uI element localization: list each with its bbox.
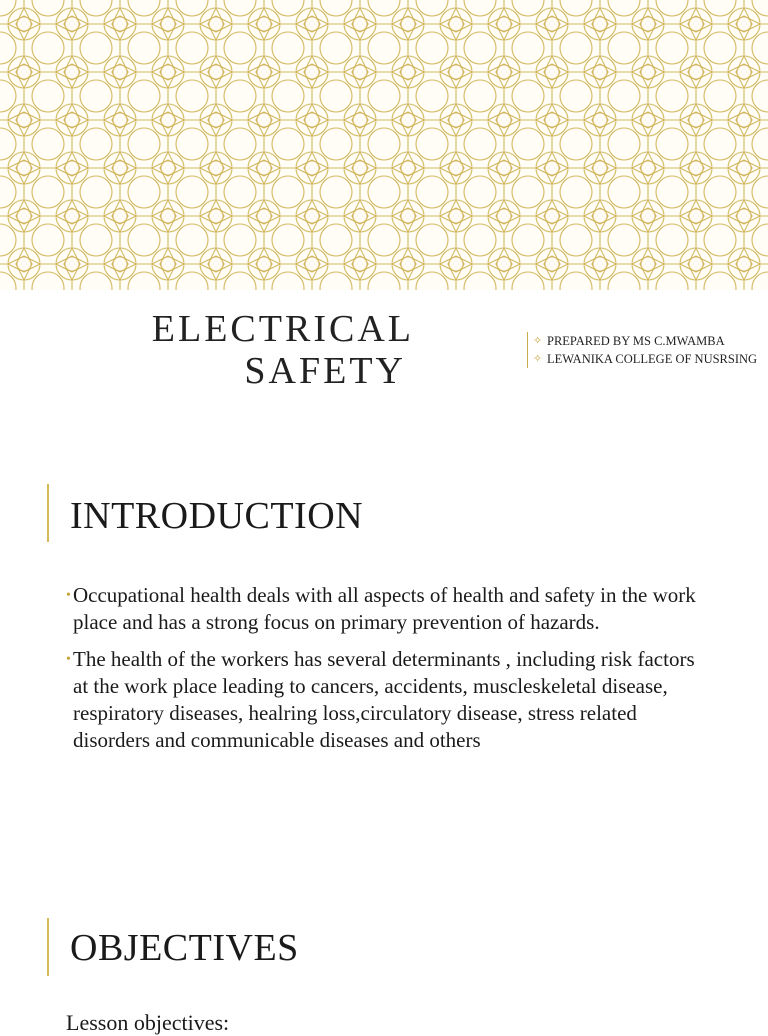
presenter-info [527,332,763,368]
slide-title [120,308,420,392]
objectives-accent-bar [47,918,49,976]
decorative-pattern-banner [0,0,768,290]
objectives-heading: OBJECTIVES [70,927,299,969]
lesson-objectives-label: Lesson objectives: [66,1010,230,1035]
bullet-text: Occupational health deals with all aspects of health and safety in the work place and has a strong focus on primary prevention of hazards. [73,583,696,634]
bullet-dot-icon: • [66,652,71,667]
introduction-heading: INTRODUCTION [70,495,364,537]
geometric-pattern-graphic [0,0,768,290]
introduction-bullet-list [66,582,706,764]
diamond-bullet-icon: ✧ [533,335,543,347]
meta-item-college [533,350,763,368]
list-item [66,582,706,636]
title-line-2: SAFETY [244,350,406,392]
title-line-1: ELECTRICAL [151,308,414,350]
meta-item-presenter [533,332,763,350]
presenter-text: PREPARED BY MS C.MWAMBA [547,334,725,348]
list-item [66,646,706,754]
bullet-text: The health of the workers has several determinants , including risk factors at the work place leading to cancers, accidents, muscleskeletal disease, respiratory diseases, healring loss,circulatory disease, stress related disorders and communicable diseases and others [73,647,695,752]
bullet-dot-icon: • [66,588,71,603]
diamond-bullet-icon: ✧ [533,353,543,365]
college-text: LEWANIKA COLLEGE OF NUSRSING [547,352,758,366]
introduction-accent-bar [47,484,49,542]
